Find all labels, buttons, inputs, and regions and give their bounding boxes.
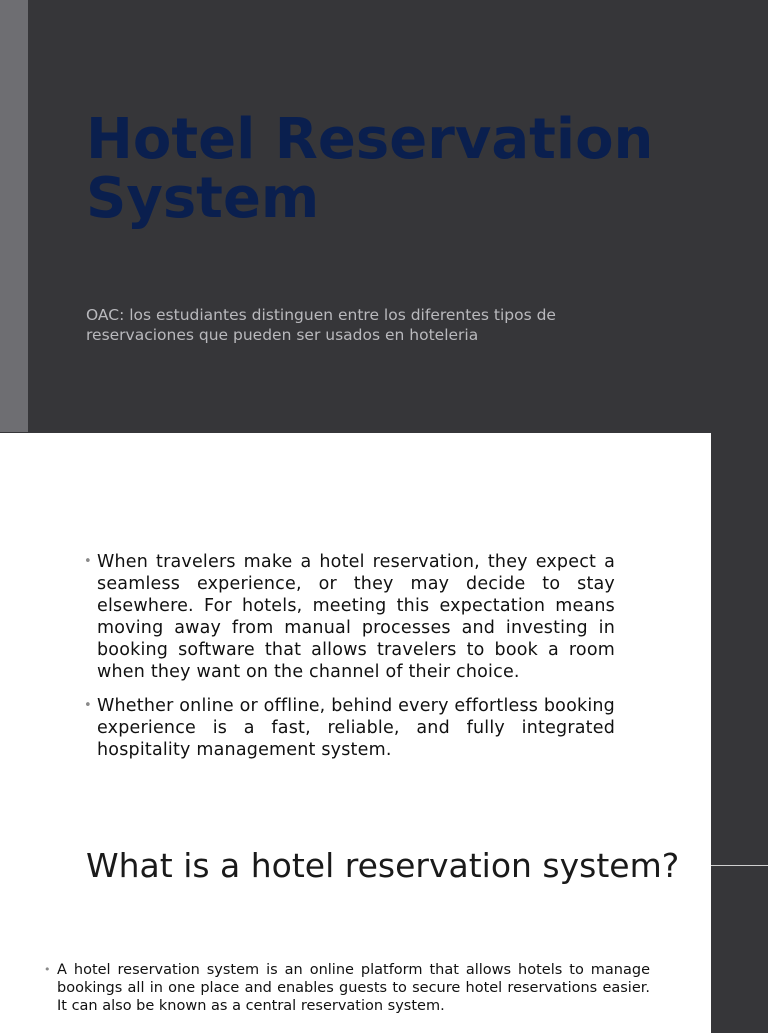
slide-side-bar: [0, 0, 28, 432]
slide-title: Hotel Reservation System: [86, 107, 654, 231]
definition-slide: [0, 846, 711, 1024]
bullet-dot-icon: •: [84, 554, 92, 569]
bullet-list: [84, 551, 615, 773]
bullet-text: When travelers make a hotel reservation, they expect a seamless experience, or they may decide to stay elsewhere. For hotels, meeting this expectation means moving away from manual processes and investing in booking software that allows travelers to book a room when they want on the channel of their choice.: [97, 552, 615, 682]
bullet-text: A hotel reservation system is an online platform that allows hotels to manage bookings all in one place and enables guests to secure hotel reservations easier. It can also be known as a central reservation system.: [57, 962, 650, 1014]
slide-divider: [711, 865, 768, 866]
slide-subtitle: OAC: los estudiantes distinguen entre los diferentes tipos de reservaciones que pueden ser usados en hoteleria: [86, 306, 556, 344]
bullet-dot-icon: •: [84, 698, 92, 713]
bullet-item: [84, 695, 615, 761]
title-slide: [0, 0, 768, 432]
bullet-text: Whether online or offline, behind every effortless booking experience is a fast, reliable, and fully integrated hospitality management system.: [97, 696, 615, 760]
section-heading: What is a hotel reservation system?: [86, 846, 680, 885]
bullet-dot-icon: •: [44, 963, 51, 976]
bullet-list: [44, 961, 650, 1015]
bullet-item: [84, 551, 615, 683]
bullet-item: [44, 961, 650, 1015]
